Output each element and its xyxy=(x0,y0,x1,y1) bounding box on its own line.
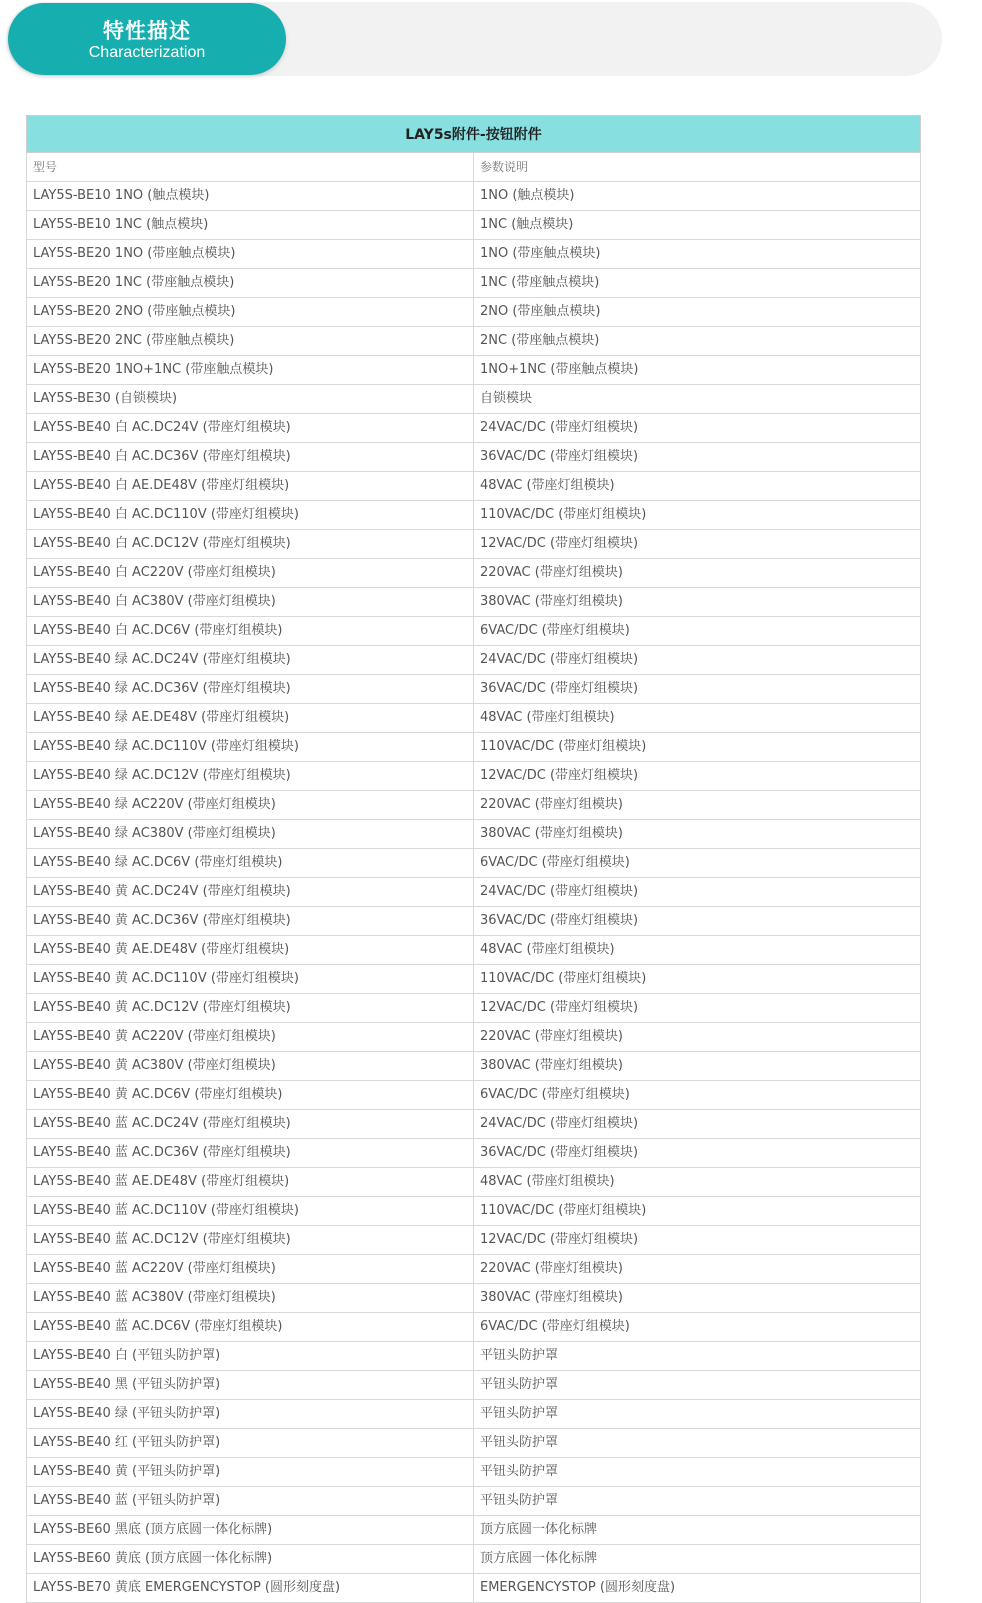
cell-description: 220VAC (带座灯组模块) xyxy=(474,559,921,588)
cell-description: 6VAC/DC (带座灯组模块) xyxy=(474,1313,921,1342)
table-row xyxy=(27,849,921,878)
table-row xyxy=(27,1371,921,1400)
cell-model: LAY5S-BE40 蓝 AE.DE48V (带座灯组模块) xyxy=(27,1168,474,1197)
cell-model: LAY5S-BE40 白 (平钮头防护罩) xyxy=(27,1342,474,1371)
cell-model: LAY5S-BE40 蓝 AC.DC12V (带座灯组模块) xyxy=(27,1226,474,1255)
cell-model: LAY5S-BE40 黄 (平钮头防护罩) xyxy=(27,1458,474,1487)
section-title-badge xyxy=(8,3,286,75)
cell-model: LAY5S-BE10 1NC (触点模块) xyxy=(27,211,474,240)
table-row xyxy=(27,443,921,472)
table-row xyxy=(27,733,921,762)
cell-model: LAY5S-BE40 白 AC.DC12V (带座灯组模块) xyxy=(27,530,474,559)
table-row xyxy=(27,385,921,414)
cell-description: 36VAC/DC (带座灯组模块) xyxy=(474,1139,921,1168)
table-row xyxy=(27,530,921,559)
table-row xyxy=(27,791,921,820)
cell-description: 平钮头防护罩 xyxy=(474,1371,921,1400)
table-row xyxy=(27,588,921,617)
column-header-description: 参数说明 xyxy=(474,153,921,182)
cell-model: LAY5S-BE40 白 AC.DC24V (带座灯组模块) xyxy=(27,414,474,443)
cell-model: LAY5S-BE40 蓝 AC.DC24V (带座灯组模块) xyxy=(27,1110,474,1139)
cell-model: LAY5S-BE20 1NO (带座触点模块) xyxy=(27,240,474,269)
table-row xyxy=(27,356,921,385)
cell-model: LAY5S-BE20 2NO (带座触点模块) xyxy=(27,298,474,327)
cell-model: LAY5S-BE40 绿 AC220V (带座灯组模块) xyxy=(27,791,474,820)
table-row xyxy=(27,211,921,240)
cell-description: 平钮头防护罩 xyxy=(474,1400,921,1429)
table-row xyxy=(27,559,921,588)
cell-description: 平钮头防护罩 xyxy=(474,1342,921,1371)
cell-model: LAY5S-BE20 1NC (带座触点模块) xyxy=(27,269,474,298)
table-title: LAY5s附件-按钮附件 xyxy=(27,116,921,153)
table-row xyxy=(27,182,921,211)
cell-description: 220VAC (带座灯组模块) xyxy=(474,791,921,820)
table-row xyxy=(27,240,921,269)
cell-description: 12VAC/DC (带座灯组模块) xyxy=(474,530,921,559)
cell-model: LAY5S-BE60 黄底 (顶方底圆一体化标牌) xyxy=(27,1545,474,1574)
cell-model: LAY5S-BE40 蓝 AC.DC110V (带座灯组模块) xyxy=(27,1197,474,1226)
cell-description: 1NO+1NC (带座触点模块) xyxy=(474,356,921,385)
table-row xyxy=(27,762,921,791)
cell-model: LAY5S-BE40 黄 AC.DC110V (带座灯组模块) xyxy=(27,965,474,994)
cell-model: LAY5S-BE70 黄底 EMERGENCYSTOP (圆形刻度盘) xyxy=(27,1574,474,1603)
cell-model: LAY5S-BE40 黄 AC.DC36V (带座灯组模块) xyxy=(27,907,474,936)
cell-description: 380VAC (带座灯组模块) xyxy=(474,1052,921,1081)
cell-description: 1NC (带座触点模块) xyxy=(474,269,921,298)
cell-description: 110VAC/DC (带座灯组模块) xyxy=(474,1197,921,1226)
cell-model: LAY5S-BE40 黄 AC220V (带座灯组模块) xyxy=(27,1023,474,1052)
cell-model: LAY5S-BE40 绿 AC.DC6V (带座灯组模块) xyxy=(27,849,474,878)
table-row xyxy=(27,1545,921,1574)
cell-description: 110VAC/DC (带座灯组模块) xyxy=(474,965,921,994)
table-row xyxy=(27,472,921,501)
spec-table xyxy=(26,115,921,1603)
table-row xyxy=(27,617,921,646)
table-row xyxy=(27,1139,921,1168)
cell-model: LAY5S-BE40 红 (平钮头防护罩) xyxy=(27,1429,474,1458)
table-row xyxy=(27,327,921,356)
table-row xyxy=(27,1487,921,1516)
cell-description: 平钮头防护罩 xyxy=(474,1487,921,1516)
cell-description: 12VAC/DC (带座灯组模块) xyxy=(474,1226,921,1255)
table-row xyxy=(27,704,921,733)
cell-model: LAY5S-BE40 黄 AC380V (带座灯组模块) xyxy=(27,1052,474,1081)
cell-description: 48VAC (带座灯组模块) xyxy=(474,472,921,501)
table-row xyxy=(27,1255,921,1284)
table-row xyxy=(27,820,921,849)
table-row xyxy=(27,675,921,704)
table-row xyxy=(27,994,921,1023)
table-row xyxy=(27,1226,921,1255)
cell-description: EMERGENCYSTOP (圆形刻度盘) xyxy=(474,1574,921,1603)
cell-description: 36VAC/DC (带座灯组模块) xyxy=(474,675,921,704)
cell-model: LAY5S-BE40 蓝 AC220V (带座灯组模块) xyxy=(27,1255,474,1284)
cell-description: 48VAC (带座灯组模块) xyxy=(474,936,921,965)
cell-model: LAY5S-BE40 蓝 AC.DC6V (带座灯组模块) xyxy=(27,1313,474,1342)
table-row xyxy=(27,1052,921,1081)
cell-description: 48VAC (带座灯组模块) xyxy=(474,704,921,733)
cell-description: 自锁模块 xyxy=(474,385,921,414)
table-row xyxy=(27,501,921,530)
cell-description: 1NO (触点模块) xyxy=(474,182,921,211)
cell-description: 6VAC/DC (带座灯组模块) xyxy=(474,617,921,646)
cell-description: 顶方底圆一体化标牌 xyxy=(474,1545,921,1574)
cell-description: 顶方底圆一体化标牌 xyxy=(474,1516,921,1545)
cell-model: LAY5S-BE40 蓝 AC380V (带座灯组模块) xyxy=(27,1284,474,1313)
cell-model: LAY5S-BE40 白 AC220V (带座灯组模块) xyxy=(27,559,474,588)
cell-model: LAY5S-BE20 1NO+1NC (带座触点模块) xyxy=(27,356,474,385)
table-row xyxy=(27,414,921,443)
table-row xyxy=(27,269,921,298)
cell-description: 2NO (带座触点模块) xyxy=(474,298,921,327)
cell-description: 24VAC/DC (带座灯组模块) xyxy=(474,414,921,443)
table-row xyxy=(27,1081,921,1110)
cell-description: 220VAC (带座灯组模块) xyxy=(474,1255,921,1284)
cell-description: 36VAC/DC (带座灯组模块) xyxy=(474,443,921,472)
cell-description: 110VAC/DC (带座灯组模块) xyxy=(474,501,921,530)
table-row xyxy=(27,936,921,965)
cell-description: 1NC (触点模块) xyxy=(474,211,921,240)
section-title-cn: 特性描述 xyxy=(103,19,191,43)
table-row xyxy=(27,1458,921,1487)
cell-description: 平钮头防护罩 xyxy=(474,1458,921,1487)
cell-description: 平钮头防护罩 xyxy=(474,1429,921,1458)
cell-model: LAY5S-BE10 1NO (触点模块) xyxy=(27,182,474,211)
cell-model: LAY5S-BE40 绿 AC.DC24V (带座灯组模块) xyxy=(27,646,474,675)
cell-model: LAY5S-BE40 绿 AC.DC36V (带座灯组模块) xyxy=(27,675,474,704)
table-row xyxy=(27,1023,921,1052)
cell-model: LAY5S-BE40 绿 (平钮头防护罩) xyxy=(27,1400,474,1429)
table-row xyxy=(27,1313,921,1342)
cell-model: LAY5S-BE40 绿 AE.DE48V (带座灯组模块) xyxy=(27,704,474,733)
cell-model: LAY5S-BE40 黄 AC.DC6V (带座灯组模块) xyxy=(27,1081,474,1110)
table-row xyxy=(27,1574,921,1603)
table-row xyxy=(27,965,921,994)
cell-model: LAY5S-BE40 绿 AC380V (带座灯组模块) xyxy=(27,820,474,849)
cell-description: 2NC (带座触点模块) xyxy=(474,327,921,356)
cell-model: LAY5S-BE40 白 AE.DE48V (带座灯组模块) xyxy=(27,472,474,501)
table-column-header-row xyxy=(27,153,921,182)
cell-model: LAY5S-BE20 2NC (带座触点模块) xyxy=(27,327,474,356)
cell-description: 110VAC/DC (带座灯组模块) xyxy=(474,733,921,762)
cell-model: LAY5S-BE30 (自锁模块) xyxy=(27,385,474,414)
cell-description: 380VAC (带座灯组模块) xyxy=(474,1284,921,1313)
cell-description: 380VAC (带座灯组模块) xyxy=(474,588,921,617)
cell-description: 24VAC/DC (带座灯组模块) xyxy=(474,646,921,675)
cell-model: LAY5S-BE40 白 AC380V (带座灯组模块) xyxy=(27,588,474,617)
cell-model: LAY5S-BE40 白 AC.DC110V (带座灯组模块) xyxy=(27,501,474,530)
table-row xyxy=(27,298,921,327)
table-row xyxy=(27,1400,921,1429)
section-title-en: Characterization xyxy=(88,44,206,61)
table-row xyxy=(27,646,921,675)
table-row xyxy=(27,1168,921,1197)
table-row xyxy=(27,1284,921,1313)
table-row xyxy=(27,1110,921,1139)
cell-model: LAY5S-BE40 黄 AC.DC12V (带座灯组模块) xyxy=(27,994,474,1023)
table-row xyxy=(27,1429,921,1458)
table-row xyxy=(27,1342,921,1371)
cell-model: LAY5S-BE40 绿 AC.DC110V (带座灯组模块) xyxy=(27,733,474,762)
cell-description: 36VAC/DC (带座灯组模块) xyxy=(474,907,921,936)
cell-model: LAY5S-BE40 白 AC.DC36V (带座灯组模块) xyxy=(27,443,474,472)
cell-model: LAY5S-BE60 黑底 (顶方底圆一体化标牌) xyxy=(27,1516,474,1545)
cell-description: 220VAC (带座灯组模块) xyxy=(474,1023,921,1052)
cell-description: 380VAC (带座灯组模块) xyxy=(474,820,921,849)
cell-model: LAY5S-BE40 黄 AC.DC24V (带座灯组模块) xyxy=(27,878,474,907)
cell-model: LAY5S-BE40 蓝 (平钮头防护罩) xyxy=(27,1487,474,1516)
table-row xyxy=(27,907,921,936)
cell-description: 24VAC/DC (带座灯组模块) xyxy=(474,878,921,907)
cell-description: 12VAC/DC (带座灯组模块) xyxy=(474,762,921,791)
cell-model: LAY5S-BE40 黑 (平钮头防护罩) xyxy=(27,1371,474,1400)
cell-description: 1NO (带座触点模块) xyxy=(474,240,921,269)
cell-description: 48VAC (带座灯组模块) xyxy=(474,1168,921,1197)
cell-description: 6VAC/DC (带座灯组模块) xyxy=(474,1081,921,1110)
cell-description: 12VAC/DC (带座灯组模块) xyxy=(474,994,921,1023)
cell-model: LAY5S-BE40 黄 AE.DE48V (带座灯组模块) xyxy=(27,936,474,965)
table-row xyxy=(27,1516,921,1545)
cell-model: LAY5S-BE40 白 AC.DC6V (带座灯组模块) xyxy=(27,617,474,646)
cell-model: LAY5S-BE40 绿 AC.DC12V (带座灯组模块) xyxy=(27,762,474,791)
cell-description: 24VAC/DC (带座灯组模块) xyxy=(474,1110,921,1139)
cell-description: 6VAC/DC (带座灯组模块) xyxy=(474,849,921,878)
table-row xyxy=(27,878,921,907)
cell-model: LAY5S-BE40 蓝 AC.DC36V (带座灯组模块) xyxy=(27,1139,474,1168)
table-row xyxy=(27,1197,921,1226)
column-header-model: 型号 xyxy=(27,153,474,182)
